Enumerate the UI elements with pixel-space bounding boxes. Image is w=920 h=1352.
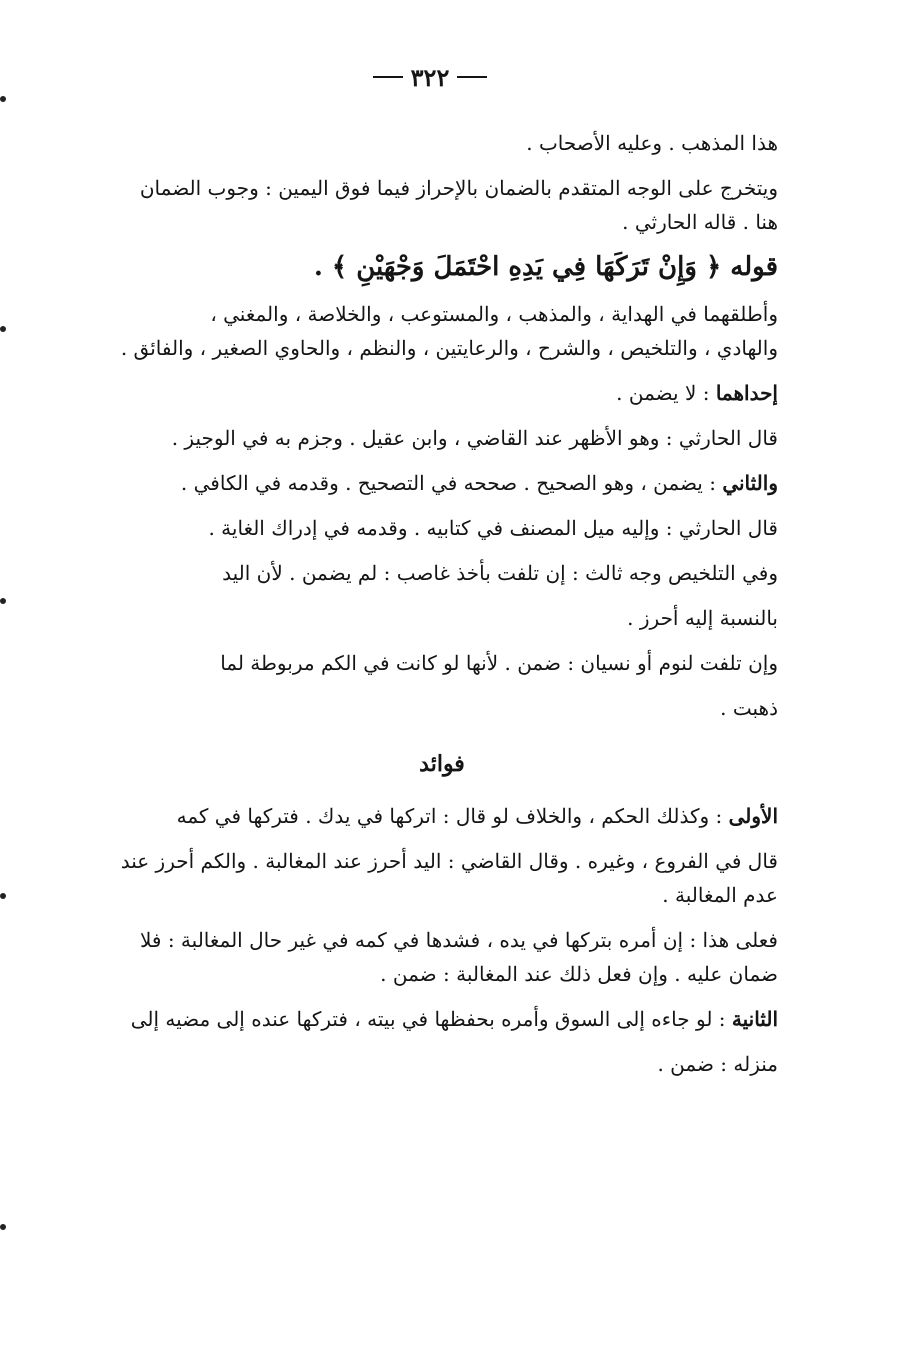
text-line: وفي التلخيص وجه ثالث : إن تلفت بأخذ غاصب : لم يضمن . لأن اليد <box>222 561 778 585</box>
text-line: وأطلقهما في الهداية ، والمذهب ، والمستوعب ، والخلاصة ، والمغني ، <box>210 302 778 326</box>
text-line: هنا . قاله الحارثي . <box>622 210 778 234</box>
text-line <box>106 466 778 500</box>
text-line <box>106 799 778 833</box>
body-text <box>106 126 778 1081</box>
text-line: فعلى هذا : إن أمره بتركها في يده ، فشدها في كمه في غير حال المغالبة : فلا <box>139 928 778 952</box>
header-dash <box>457 76 487 78</box>
quoted-verse: قوله ﴿ وَإِنْ تَرَكَهَا فِي يَدِهِ احْتَمَلَ وَجْهَيْنِ ﴾ . <box>313 252 778 282</box>
text-line: والهادي ، والتلخيص ، والشرح ، والرعايتين ، والنظم ، والحاوي الصغير ، والفائق . <box>120 336 778 360</box>
section-label: الثانية <box>731 1007 778 1031</box>
header-dash <box>373 76 403 78</box>
section-label: والثاني <box>722 471 778 495</box>
section-heading: فوائد <box>419 751 465 777</box>
scan-margin-mark <box>0 326 6 332</box>
text-line <box>106 1002 778 1036</box>
text-line: ذهبت . <box>720 696 778 720</box>
scan-margin-mark <box>0 1224 6 1230</box>
text-line: قال الحارثي : وهو الأظهر عند القاضي ، وابن عقيل . وجزم به في الوجيز . <box>171 426 778 450</box>
text-line: منزله : ضمن . <box>657 1052 778 1076</box>
line-text: : لا يضمن . <box>616 381 710 405</box>
scan-margin-mark <box>0 96 6 102</box>
text-line <box>106 376 778 410</box>
scan-margin-mark <box>0 893 6 899</box>
page-header <box>360 62 500 92</box>
line-text: : وكذلك الحكم ، والخلاف لو قال : اتركها في يدك . فتركها في كمه <box>176 804 723 828</box>
scan-margin-mark <box>0 598 6 604</box>
section-label: إحداهما <box>715 381 778 405</box>
section-label: الأولى <box>728 804 778 828</box>
page-number: ٣٢٢ <box>410 62 450 92</box>
text-line: ضمان عليه . وإن فعل ذلك عند المغالبة : ضمن . <box>380 962 778 986</box>
text-line: بالنسبة إليه أحرز . <box>627 606 778 630</box>
line-text: : لو جاءه إلى السوق وأمره بحفظها في بيته ، فتركها عنده إلى مضيه إلى <box>130 1007 726 1031</box>
text-line: قال الحارثي : وإليه ميل المصنف في كتابيه . وقدمه في إدراك الغاية . <box>208 516 778 540</box>
text-line: هذا المذهب . وعليه الأصحاب . <box>526 131 778 155</box>
text-line: ويتخرج على الوجه المتقدم بالضمان بالإحراز فيما فوق اليمين : وجوب الضمان <box>139 176 778 200</box>
text-line: قال في الفروع ، وغيره . وقال القاضي : اليد أحرز عند المغالبة . والكم أحرز عند <box>120 849 778 873</box>
text-line: وإن تلفت لنوم أو نسيان : ضمن . لأنها لو كانت في الكم مربوطة لما <box>220 651 778 675</box>
line-text: : يضمن ، وهو الصحيح . صححه في التصحيح . وقدمه في الكافي . <box>180 471 716 495</box>
text-line: عدم المغالبة . <box>662 883 778 907</box>
